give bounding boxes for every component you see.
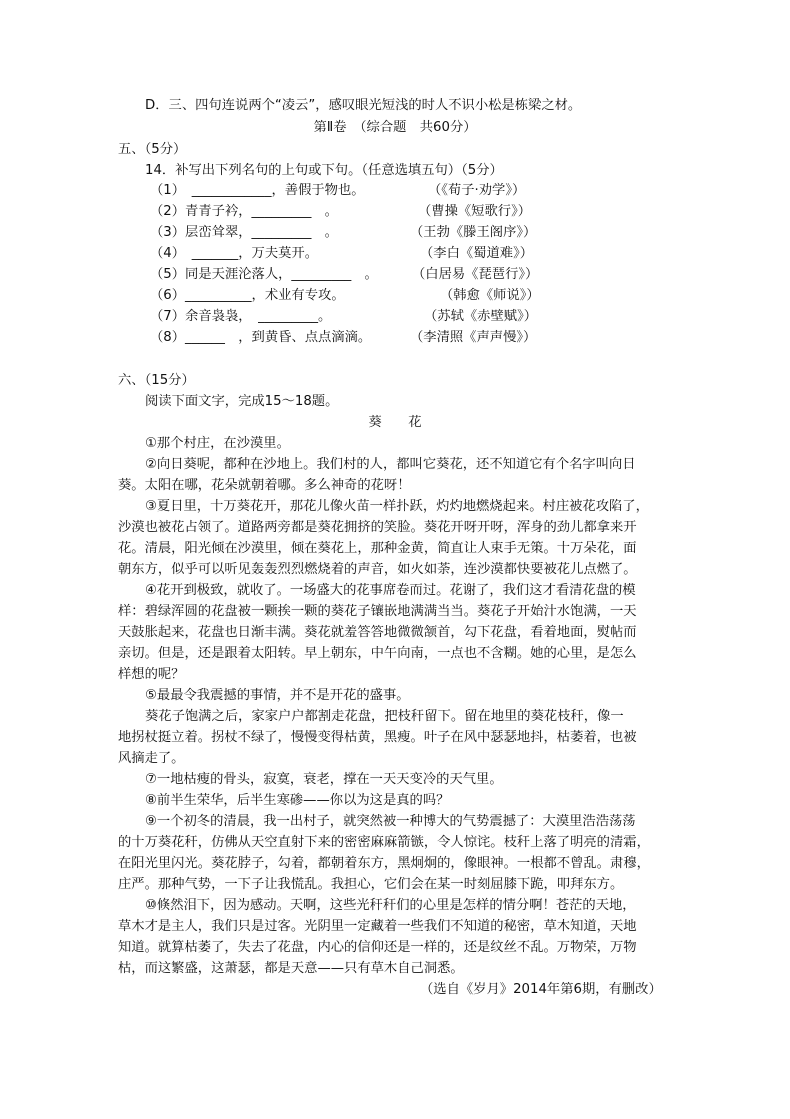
q14-source-1: （《荀子·劝学》） — [428, 183, 526, 198]
passage-line: 沙漠也被花占领了。道路两旁都是葵花拥挤的笑脸。葵花开呀开呀，浑身的劲儿都拿来开 — [118, 520, 637, 535]
passage-line: 亲切。但是，还是跟着太阳转。早上朝东，中午向南，一点也不含糊。她的心里，是怎么 — [118, 646, 637, 661]
passage-line: ③夏日里，十万葵花开，那花儿像火苗一样扑跃，灼灼地燃烧起来。村庄被花攻陷了， — [145, 499, 649, 514]
q14-source-8: （李清照《声声慢》） — [410, 330, 537, 345]
passage-line: 枯，而这繁盛，这萧瑟，都是天意——只有草木自己洞悉。 — [118, 961, 464, 976]
passage-line: ⑦一地枯瘦的骨头，寂寞，衰老，撑在一天天变冷的天气里。 — [145, 772, 503, 787]
section6-heading: 六、（15分） — [118, 373, 195, 388]
passage-line: 朝东方，似乎可以听见轰轰烈烈燃烧着的声音，如火如荼，连沙漠都快要被花儿点燃了。 — [118, 562, 637, 577]
passage-line: 葵花子饱满之后，家家户户都割走花盘，把枝秆留下。留在地里的葵花枝秆，像一 — [145, 709, 624, 724]
q14-item-3: （3）层峦耸翠，_________ 。 — [150, 225, 338, 240]
passage-line: 样想的呢？ — [118, 667, 185, 682]
q14-instruction: 14．补写出下列名句的上句或下句。（任意选填五句）（5分） — [145, 163, 503, 178]
passage-line: 的十万葵花秆，仿佛从天空直射下来的密密麻麻箭镞，令人惊诧。枝秆上落了明亮的清霜， — [118, 835, 650, 850]
option-d: D．三、四句连说两个“凌云”，感叹眼光短浅的时人不识小松是栋梁之材。 — [145, 98, 582, 113]
q14-item-5: （5）同是天涯沦落人，_________ 。 — [150, 267, 378, 282]
q14-source-2: （曹操《短歌行》） — [418, 204, 532, 219]
passage-source: （选自《岁月》2014年第6期，有删改） — [420, 982, 662, 997]
passage-line: 知道。就算枯萎了，失去了花盘，内心的信仰还是一样的，还是纹丝不乱。万物荣，万物 — [118, 940, 637, 955]
passage-line: ⑤最最令我震撼的事情，并不是开花的盛事。 — [145, 688, 410, 703]
passage-title: 葵 花 — [368, 415, 422, 430]
q14-item-1: （1） ____________，善假于物也。 — [150, 183, 365, 198]
passage-line: 风摘走了。 — [118, 751, 185, 766]
passage-line: ④花开到极致，就收了。一场盛大的花事席卷而过。花谢了，我们这才看清花盘的模 — [145, 583, 636, 598]
passage-line: ⑨一个初冬的清晨，我一出村子，就突然被一种博大的气势震撼了：大漠里浩浩荡荡 — [145, 814, 636, 829]
passage-line: ⑩倏然泪下，因为感动。天啊，这些光秆秆们的心里是怎样的情分啊！苍茫的天地， — [145, 898, 636, 913]
passage-line: ⑧前半生荣华，后半生寒碜——你以为这是真的吗？ — [145, 793, 450, 808]
q14-source-6: （韩愈《师说》） — [440, 288, 540, 303]
passage-line: 地拐杖挺立着。拐杖不绿了，慢慢变得枯黄，黑瘦。叶子在风中瑟瑟地抖，枯萎着，也被 — [118, 730, 637, 745]
passage-line: 草木才是主人，我们只是过客。光阴里一定藏着一些我们不知道的秘密，草木知道，天地 — [118, 919, 637, 934]
passage-line: ①那个村庄，在沙漠里。 — [145, 436, 290, 451]
q14-item-4: （4） _______，万夫莫开。 — [150, 246, 319, 261]
q14-item-8: （8）______ ，到黄昏、点点滴滴。 — [150, 330, 372, 345]
q14-item-7: （7）余音袅袅， _________。 — [150, 309, 332, 324]
section6-instruction: 阅读下面文字，完成15～18题。 — [145, 394, 339, 409]
passage-line: 样：碧绿浑圆的花盘被一颗挨一颗的葵花子镶嵌地满满当当。葵花子开始汁水饱满，一天 — [118, 604, 637, 619]
q14-source-4: （李白《蜀道难》） — [420, 246, 534, 261]
passage-line: 天鼓胀起来，花盘也日渐丰满。葵花就羞答答地微微颔首，勾下花盘，看着地面，熨帖而 — [118, 625, 637, 640]
part2-title: 第Ⅱ卷 （综合题 共60分） — [313, 120, 477, 135]
q14-item-2: （2）青青子衿，_________ 。 — [150, 204, 338, 219]
q14-source-3: （王勃《滕王阁序》） — [410, 225, 537, 240]
passage-line: ②向日葵呢，都种在沙地上。我们村的人，都叫它葵花，还不知道它有个名字叫向日 — [145, 457, 636, 472]
q14-source-5: （白居易《琵琶行》） — [412, 267, 539, 282]
q14-source-7: （苏轼《赤壁赋》） — [424, 309, 538, 324]
passage-line: 花。清晨，阳光倾在沙漠里，倾在葵花上，那种金黄，简直让人束手无策。十万朵花，面 — [118, 541, 637, 556]
q14-item-6: （6）__________，术业有专攻。 — [150, 288, 345, 303]
passage-line: 在阳光里闪光。葵花脖子，勾着，都朝着东方，黑炯炯的，像眼神。一根都不曾乱。肃穆， — [118, 856, 650, 871]
passage-line: 庄严。那种气势，一下子让我慌乱。我担心，它们会在某一时刻屈膝下跪，叩拜东方。 — [118, 877, 624, 892]
section5-heading: 五、（5分） — [118, 142, 187, 157]
passage-line: 葵。太阳在哪，花朵就朝着哪。多么神奇的花呀！ — [118, 478, 411, 493]
